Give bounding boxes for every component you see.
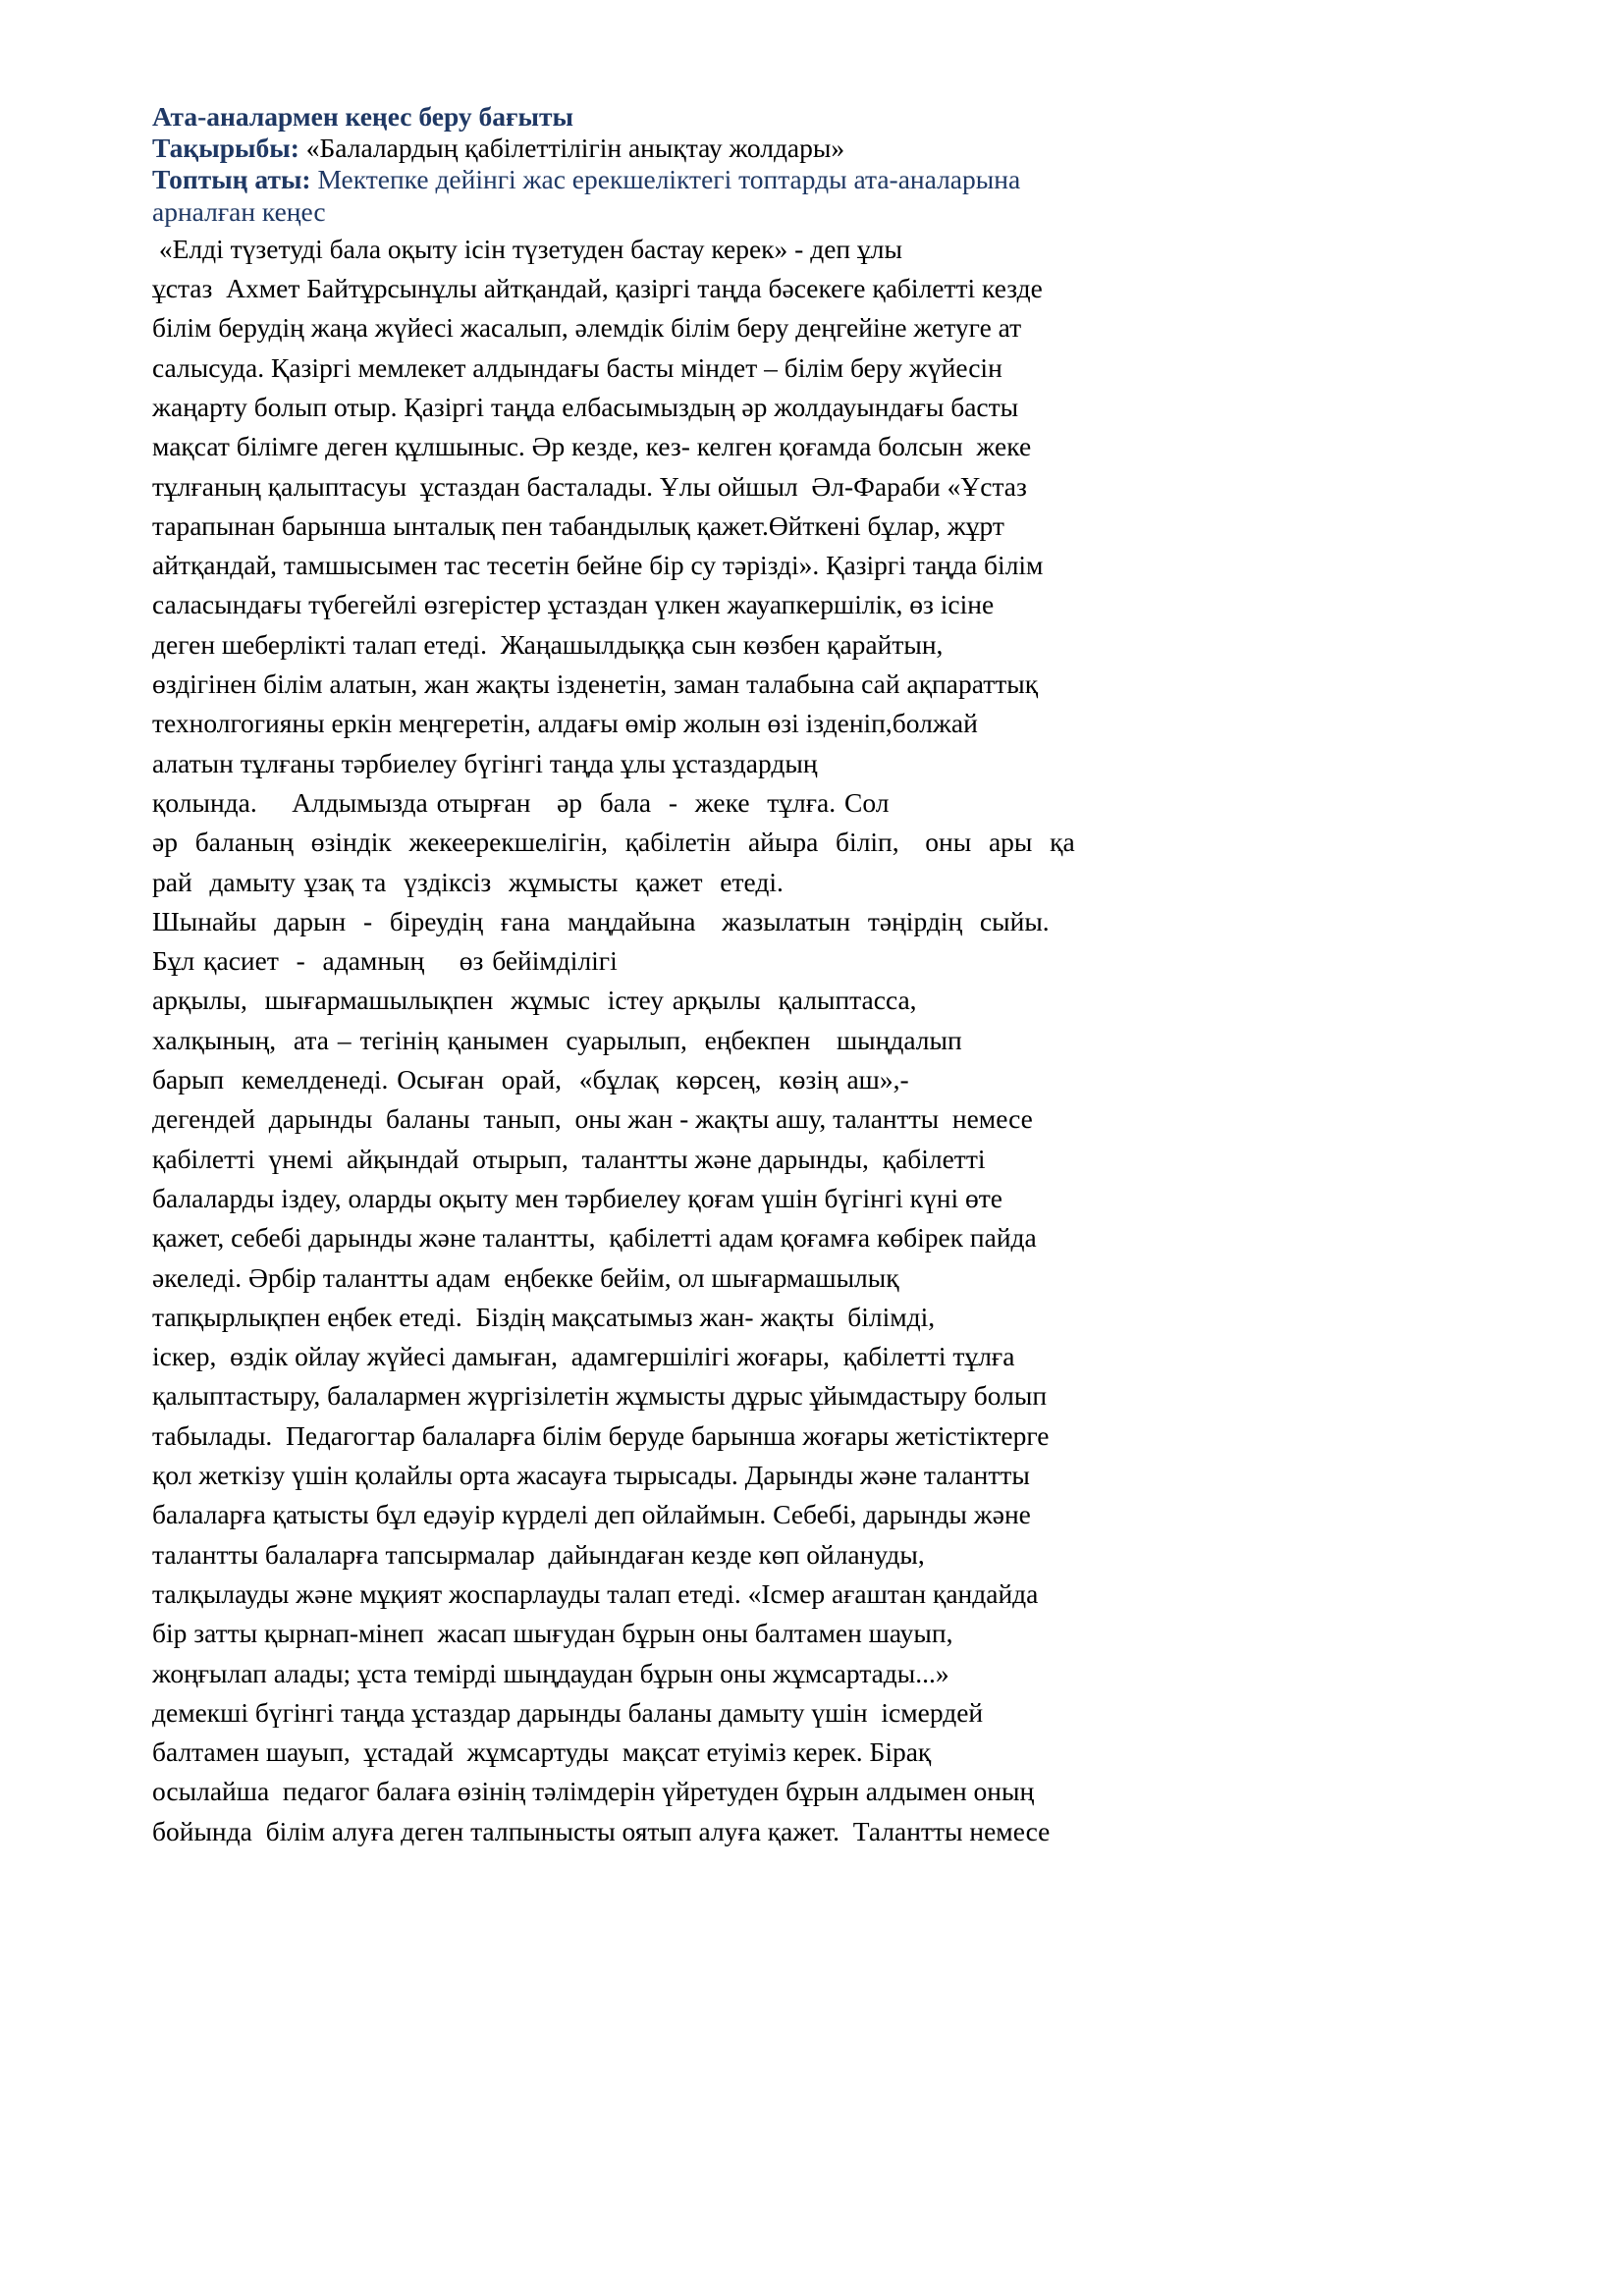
body-line: Бұл қасиет - адамның өз бейімділігі — [152, 945, 618, 977]
topic-value-text: «Балалардың қабілеттілігін анықтау жолдары» — [305, 133, 845, 164]
group-name-line — [152, 164, 1087, 195]
body-line: барып кемелденеді. Осыған орай, «бұлақ көрсең, көзің аш»,- — [152, 1064, 909, 1095]
body-line: қол жеткізу үшін қолайлы орта жасауға тырысады. Дарынды және талантты — [152, 1460, 1030, 1491]
body-line: осылайша педагог балаға өзінің тәлімдерін үйретуден бұрын алдымен оның — [152, 1776, 1035, 1807]
body-line: бір затты қырнап-мінеп жасап шығудан бұрын оны балтамен шауып, — [152, 1618, 953, 1649]
body-line: әр баланың өзіндік жекеерекшелігін, қабілетін айыра біліп, оны ары қа — [152, 827, 1075, 858]
group-name-value-cont: арналған кеңес — [152, 195, 326, 227]
document-title: Ата-аналармен кеңес беру бағыты — [152, 101, 573, 132]
body-line: қажет, себебі дарынды және талантты, қабілетті адам қоғамға көбірек пайда — [152, 1222, 1037, 1254]
topic-value — [299, 133, 306, 163]
document-content — [152, 101, 1087, 1851]
body-line: өздігінен білім алатын, жан жақты ізденетін, заман талабына сай ақпараттық — [152, 668, 1039, 700]
body-line: жаңарту болып отыр. Қазіргі таңда елбасымыздың әр жолдауындағы басты — [152, 392, 1019, 422]
body-line: табылады. Педагогтар балаларға білім беруде барынша жоғары жетістіктерге — [152, 1419, 1050, 1451]
body-line: «Елді түзетуді бала оқыту ісін түзетуден бастау керек» - деп ұлы — [152, 233, 902, 264]
body-line: қабілетті үнемі айқындай отырып, талантты және дарынды, қабілетті — [152, 1143, 986, 1174]
body-line: мақсат білімге деген құлшыныс. Әр кезде, кез- келген қоғамда болсын жеке — [152, 431, 1032, 462]
body-line: іскер, өздік ойлау жүйесі дамыған, адамгершілігі жоғары, қабілетті тұлға — [152, 1341, 1015, 1372]
body-line: балтамен шауып, ұстадай жұмсартуды мақсат етуіміз керек. Бірақ — [152, 1736, 932, 1768]
body-line: айтқандай, тамшысымен тас тесетін бейне бір су тәрізді». Қазіргі таңда білім — [152, 550, 1044, 581]
body-line: Шынайы дарын - біреудің ғана маңдайына жазылатын тәңірдің сыйы. — [152, 905, 1050, 936]
body-line: білім берудің жаңа жүйесі жасалып, әлемдік білім беру деңгейіне жетуге ат — [152, 312, 1022, 344]
topic-label: Тақырыбы: — [152, 133, 299, 164]
body-line: салысуда. Қазіргі мемлекет алдындағы басты міндет – білім беру жүйесін — [152, 351, 1002, 383]
body-line: қалыптастыру, балалармен жүргізілетін жұмысты дұрыс ұйымдастыру болып — [152, 1380, 1048, 1412]
body-line: халқының, ата – тегінің қанымен суарылып, еңбекпен шыңдалып — [152, 1024, 962, 1055]
body-line: демекші бүгінгі таңда ұстаздар дарынды баланы дамыту үшін ісмердей — [152, 1696, 984, 1728]
body-line: саласындағы түбегейлі өзгерістер ұстаздан үлкен жауапкершілік, өз ісіне — [152, 589, 995, 620]
body-line: балаларды іздеу, оларды оқыту мен тәрбиелеу қоғам үшін бүгінгі күні өте — [152, 1182, 1002, 1213]
group-name-label: Топтың аты: — [152, 164, 311, 195]
body-line: әкеледі. Әрбір талантты адам еңбекке бейім, ол шығармашылық — [152, 1261, 899, 1293]
body-line: деген шеберлікті талап етеді. Жаңашылдыққа сын көзбен қарайтын, — [152, 628, 944, 660]
body-line: талантты балаларға тапсырмалар дайындаған кезде көп ойлануды, — [152, 1538, 925, 1570]
body-line: арқылы, шығармашылықпен жұмыс істеу арқылы қалыптасса, — [152, 985, 917, 1016]
body-line: балаларға қатысты бұл едәуір күрделі деп ойлаймын. Себебі, дарынды және — [152, 1499, 1031, 1530]
body-line: талқылауды және мұқият жоспарлауды талап етеді. «Ісмер ағаштан қандайда — [152, 1577, 1039, 1609]
body-line: тарапынан барынша ынталық пен табандылық қажет.Өйткені бұлар, жұрт — [152, 509, 1004, 541]
body-text — [152, 230, 1087, 1851]
topic-line — [152, 133, 1087, 164]
group-name-value: Мектепке дейінгі жас ерекшеліктегі топтарды ата-аналарына — [317, 164, 1021, 195]
body-line: жоңғылап алады; ұста темірді шыңдаудан бұрын оны жұмсартады...» — [152, 1657, 949, 1688]
body-line: технолгогияны еркін меңгеретін, алдағы өмір жолын өзі ізденіп,болжай — [152, 708, 978, 739]
body-line: рай дамыту ұзақ та үздіксіз жұмысты қажет етеді. — [152, 866, 784, 897]
body-line: ұстаз Ахмет Байтұрсынұлы айтқандай, қазіргі таңда бәсекеге қабілетті кезде — [152, 273, 1043, 304]
body-line: қолында. Алдымызда отырған әр бала - жеке тұлға. Сол — [152, 786, 890, 818]
body-line: алатын тұлғаны тәрбиелеу бүгінгі таңда ұлы ұстаздардың — [152, 747, 818, 778]
body-line: тапқырлықпен еңбек етеді. Біздің мақсатымыз жан- жақты білімді, — [152, 1301, 936, 1332]
body-line: дегендей дарынды баланы танып, оны жан - жақты ашу, талантты немесе — [152, 1103, 1033, 1135]
body-line: тұлғаның қалыптасуы ұстаздан басталады. Ұлы ойшыл Әл-Фараби «Ұстаз — [152, 470, 1027, 502]
group-name-line-continued — [152, 196, 1087, 228]
body-line: бойында білім алуға деген талпынысты оятып алуға қажет. Талантты немесе — [152, 1815, 1051, 1846]
